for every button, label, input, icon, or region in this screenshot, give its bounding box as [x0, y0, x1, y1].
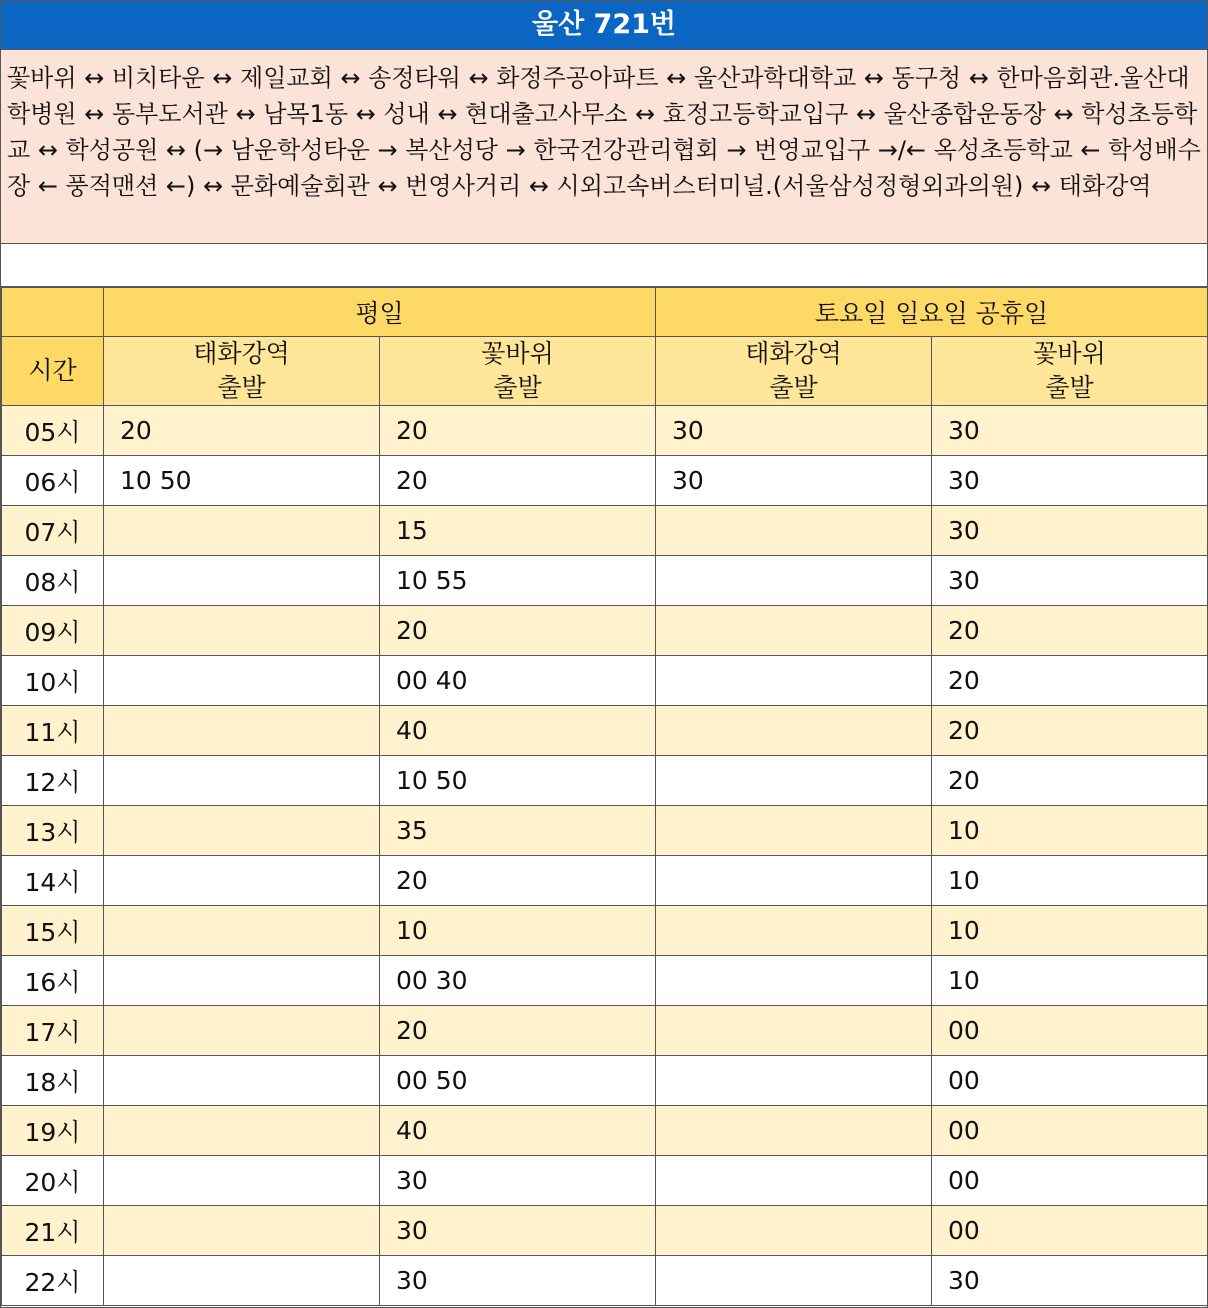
minutes-cell — [104, 956, 380, 1006]
weekend-header: 토요일 일요일 공휴일 — [656, 288, 1208, 337]
minutes-cell — [104, 756, 380, 806]
minutes-cell: 30 — [380, 1156, 656, 1206]
minutes-cell: 20 — [932, 706, 1208, 756]
minutes-cell: 30 — [932, 506, 1208, 556]
minutes-cell: 20 — [932, 756, 1208, 806]
minutes-cell: 20 — [380, 456, 656, 506]
table-row — [2, 1106, 1208, 1156]
spacer-row — [1, 244, 1207, 287]
minutes-cell — [656, 556, 932, 606]
time-header: 시간 — [2, 337, 104, 406]
route-description: 꽃바위 ↔ 비치타운 ↔ 제일교회 ↔ 송정타워 ↔ 화정주공아파트 ↔ 울산과학대학교 ↔ 동구청 ↔ 한마음회관.울산대학병원 ↔ 동부도서관 ↔ 남목1동 ↔ 성내 ↔ 현대출고사무소 ↔ 효정고등학교입구 ↔ 울산종합운동장 ↔ 학성초등학교 ↔ 학성공원 ↔ (→ 남운학성타운 → 복산성당 → 한국건강관리협회 → 번영교입구 →/← 옥성초등학교 ← 학성배수장 ← 풍적맨션 ←) ↔ 문화예술회관 ↔ 번영사거리 ↔ 시외고속버스터미널.(서울삼성정형외과의원) ↔ 태화강역 — [1, 50, 1207, 244]
minutes-cell — [656, 906, 932, 956]
table-row — [2, 856, 1208, 906]
minutes-cell: 00 — [932, 1056, 1208, 1106]
table-row — [2, 1156, 1208, 1206]
minutes-cell: 30 — [932, 1256, 1208, 1306]
minutes-cell — [104, 1006, 380, 1056]
minutes-cell: 00 40 — [380, 656, 656, 706]
minutes-cell: 20 — [380, 1006, 656, 1056]
hour-cell: 21시 — [2, 1206, 104, 1256]
minutes-cell: 20 — [104, 406, 380, 456]
minutes-cell: 10 — [932, 906, 1208, 956]
minutes-cell: 30 — [380, 1206, 656, 1256]
minutes-cell: 30 — [932, 556, 1208, 606]
hour-cell: 08시 — [2, 556, 104, 606]
table-row — [2, 906, 1208, 956]
hour-cell: 14시 — [2, 856, 104, 906]
minutes-cell — [104, 856, 380, 906]
minutes-cell: 30 — [932, 456, 1208, 506]
page-title: 울산 721번 — [1, 1, 1207, 50]
minutes-cell — [656, 1006, 932, 1056]
weekend-dir1-header: 태화강역 출발 — [656, 337, 932, 406]
hour-cell: 17시 — [2, 1006, 104, 1056]
table-row — [2, 606, 1208, 656]
minutes-cell: 20 — [380, 856, 656, 906]
minutes-cell: 30 — [656, 406, 932, 456]
hour-cell: 19시 — [2, 1106, 104, 1156]
minutes-cell: 00 — [932, 1006, 1208, 1056]
hour-cell: 22시 — [2, 1256, 104, 1306]
table-row — [2, 1056, 1208, 1106]
minutes-cell — [104, 506, 380, 556]
minutes-cell — [656, 806, 932, 856]
time-header-top — [2, 288, 104, 337]
minutes-cell: 10 55 — [380, 556, 656, 606]
minutes-cell — [104, 906, 380, 956]
minutes-cell: 20 — [932, 656, 1208, 706]
timetable-body — [2, 406, 1208, 1306]
minutes-cell — [104, 556, 380, 606]
minutes-cell: 30 — [380, 1256, 656, 1306]
table-row — [2, 1206, 1208, 1256]
minutes-cell — [656, 606, 932, 656]
minutes-cell — [104, 1206, 380, 1256]
minutes-cell: 10 50 — [380, 756, 656, 806]
minutes-cell — [656, 656, 932, 706]
hour-cell: 09시 — [2, 606, 104, 656]
timetable — [1, 287, 1208, 1306]
minutes-cell: 00 — [932, 1156, 1208, 1206]
minutes-cell: 15 — [380, 506, 656, 556]
table-row — [2, 406, 1208, 456]
hour-cell: 20시 — [2, 1156, 104, 1206]
minutes-cell: 10 — [932, 806, 1208, 856]
table-row — [2, 1256, 1208, 1306]
minutes-cell — [656, 1106, 932, 1156]
minutes-cell: 10 50 — [104, 456, 380, 506]
minutes-cell: 10 — [932, 856, 1208, 906]
hour-cell: 13시 — [2, 806, 104, 856]
hour-cell: 11시 — [2, 706, 104, 756]
table-row — [2, 656, 1208, 706]
minutes-cell: 00 50 — [380, 1056, 656, 1106]
minutes-cell: 00 — [932, 1106, 1208, 1156]
minutes-cell: 40 — [380, 1106, 656, 1156]
minutes-cell — [656, 1256, 932, 1306]
minutes-cell: 10 — [932, 956, 1208, 1006]
hour-cell: 06시 — [2, 456, 104, 506]
minutes-cell: 20 — [380, 606, 656, 656]
hour-cell: 18시 — [2, 1056, 104, 1106]
hour-cell: 07시 — [2, 506, 104, 556]
minutes-cell — [656, 706, 932, 756]
minutes-cell — [104, 1056, 380, 1106]
minutes-cell — [104, 1156, 380, 1206]
table-row — [2, 956, 1208, 1006]
weekday-dir2-header: 꽃바위 출발 — [380, 337, 656, 406]
hour-cell: 10시 — [2, 656, 104, 706]
table-row — [2, 1006, 1208, 1056]
hour-cell: 05시 — [2, 406, 104, 456]
minutes-cell — [656, 956, 932, 1006]
minutes-cell — [104, 706, 380, 756]
weekday-dir1-header: 태화강역 출발 — [104, 337, 380, 406]
minutes-cell — [656, 856, 932, 906]
minutes-cell — [656, 1056, 932, 1106]
minutes-cell — [656, 756, 932, 806]
table-row — [2, 806, 1208, 856]
minutes-cell: 20 — [380, 406, 656, 456]
table-row — [2, 456, 1208, 506]
minutes-cell: 00 30 — [380, 956, 656, 1006]
hour-cell: 12시 — [2, 756, 104, 806]
minutes-cell: 40 — [380, 706, 656, 756]
minutes-cell — [656, 1206, 932, 1256]
minutes-cell — [104, 606, 380, 656]
minutes-cell: 10 — [380, 906, 656, 956]
minutes-cell: 35 — [380, 806, 656, 856]
minutes-cell — [104, 656, 380, 706]
minutes-cell — [104, 1106, 380, 1156]
minutes-cell — [656, 506, 932, 556]
table-row — [2, 506, 1208, 556]
table-row — [2, 706, 1208, 756]
minutes-cell: 20 — [932, 606, 1208, 656]
minutes-cell — [104, 1256, 380, 1306]
table-row — [2, 756, 1208, 806]
table-row — [2, 556, 1208, 606]
hour-cell: 15시 — [2, 906, 104, 956]
hour-cell: 16시 — [2, 956, 104, 1006]
minutes-cell: 30 — [932, 406, 1208, 456]
minutes-cell — [104, 806, 380, 856]
weekday-header: 평일 — [104, 288, 656, 337]
minutes-cell — [656, 1156, 932, 1206]
weekend-dir2-header: 꽃바위 출발 — [932, 337, 1208, 406]
minutes-cell: 30 — [656, 456, 932, 506]
minutes-cell: 00 — [932, 1206, 1208, 1256]
